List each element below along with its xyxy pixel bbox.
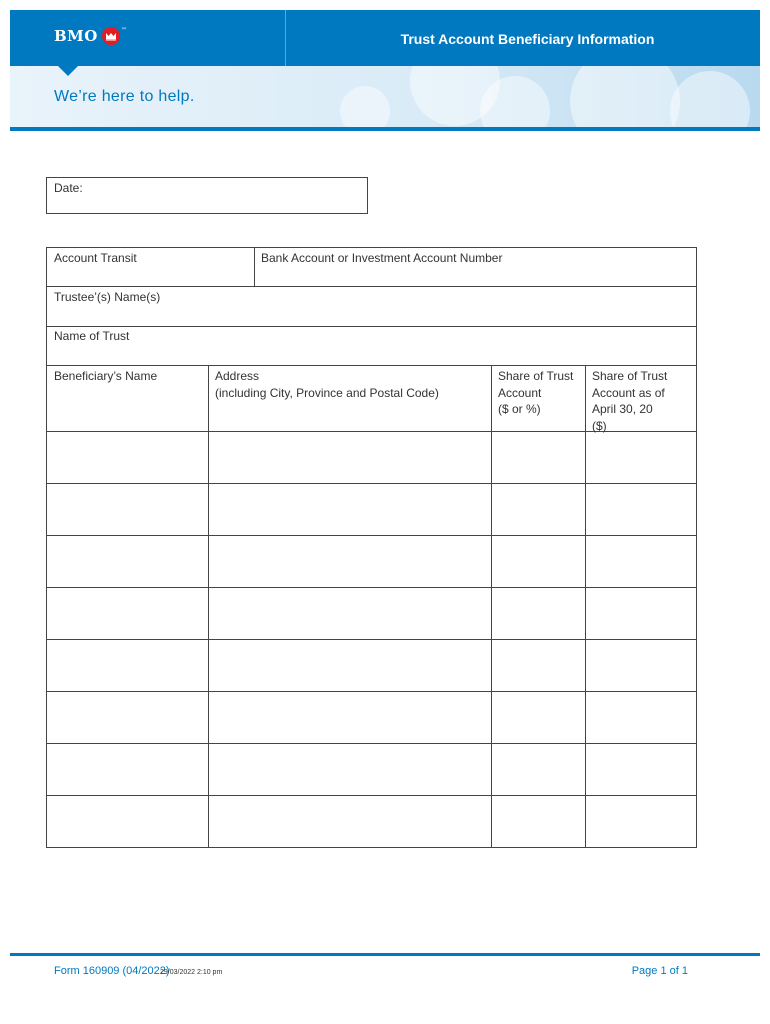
table-rule xyxy=(47,639,696,640)
table-rule xyxy=(47,535,696,536)
table-rule xyxy=(47,587,696,588)
date-field[interactable] xyxy=(46,177,368,214)
page-number: Page 1 of 1 xyxy=(631,965,688,977)
column-header-share-line: ($ or %) xyxy=(498,402,541,416)
footer-rule xyxy=(10,953,760,956)
table-rule xyxy=(47,743,696,744)
column-header-address-line: (including City, Province and Postal Code) xyxy=(215,385,439,400)
banner-bubble xyxy=(340,86,390,127)
table-rule xyxy=(47,483,696,484)
column-header-share-as-of-line: April 30, 20 xyxy=(592,402,653,416)
column-header-address xyxy=(215,368,439,401)
account-transit-label: Account Transit xyxy=(54,251,137,265)
table-rule xyxy=(47,795,696,796)
column-header-beneficiary: Beneficiary’s Name xyxy=(54,369,158,383)
table-col-rule xyxy=(254,248,255,286)
banner xyxy=(10,66,760,127)
roundel-m-bar-icon xyxy=(102,27,120,45)
logo-text: BMO xyxy=(54,27,98,45)
column-header-share-line: Account xyxy=(498,385,542,400)
table-rule xyxy=(47,365,696,366)
table-rule xyxy=(47,326,696,327)
table-col-rule xyxy=(585,365,586,847)
beneficiary-table xyxy=(46,247,697,848)
table-rule xyxy=(47,691,696,692)
header-divider xyxy=(285,10,286,66)
table-rule xyxy=(47,286,696,287)
trustees-label: Trustee’(s) Name(s) xyxy=(54,290,161,304)
column-header-share-as-of-line: Share of Trust xyxy=(592,369,668,383)
column-header-share-line: Share of Trust xyxy=(498,369,574,383)
trademark-mark: ™ xyxy=(120,27,127,34)
banner-bubble xyxy=(570,66,680,127)
date-label: Date: xyxy=(54,181,83,195)
header-bar xyxy=(10,10,760,66)
table-col-rule xyxy=(491,365,492,847)
column-header-share-as-of-line: Account as of xyxy=(592,385,665,400)
banner-rule xyxy=(10,127,760,131)
print-timestamp: 29/03/2022 2:10 pm xyxy=(160,969,223,976)
form-number: Form 160909 (04/2022) xyxy=(54,965,170,977)
table-col-rule xyxy=(208,365,209,847)
column-header-share-as-of xyxy=(592,368,667,434)
page-title: Trust Account Beneficiary Information xyxy=(400,31,655,47)
bmo-logo xyxy=(54,27,127,45)
column-header-address-line: Address xyxy=(215,369,260,383)
banner-bubble xyxy=(670,71,750,127)
account-number-label: Bank Account or Investment Account Number xyxy=(261,251,503,265)
trust-name-label: Name of Trust xyxy=(54,329,130,343)
column-header-share xyxy=(498,368,573,418)
banner-tagline: We’re here to help. xyxy=(54,88,195,105)
header-notch xyxy=(58,66,78,76)
column-header-share-as-of-line: ($) xyxy=(592,418,607,433)
